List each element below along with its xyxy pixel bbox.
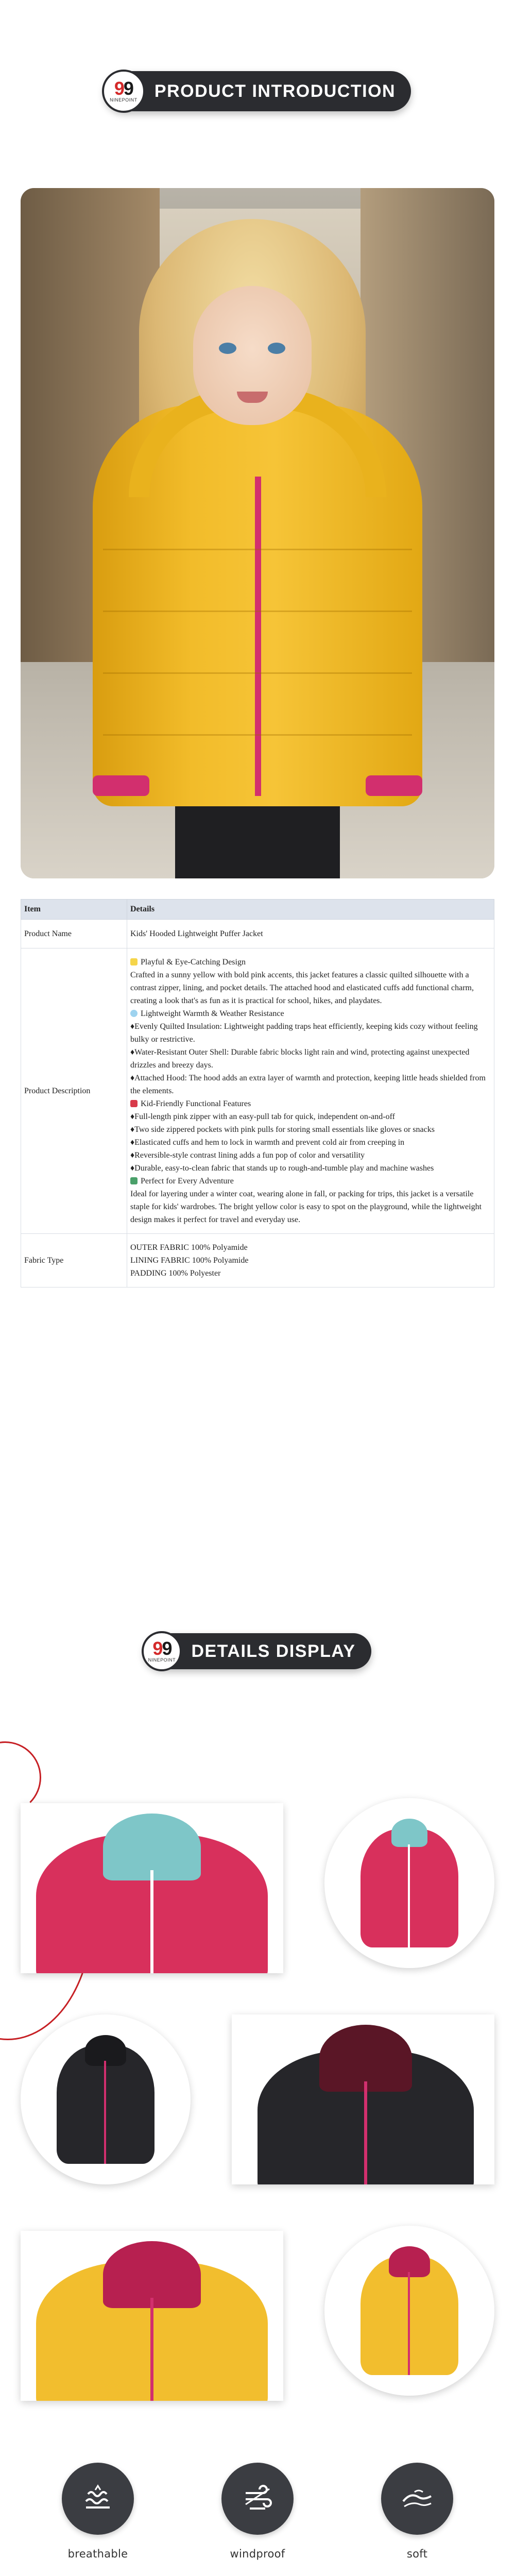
description-text: ♦Full-length pink zipper with an easy-pull tab for quick, independent on-and-off xyxy=(130,1112,395,1121)
hero-product-photo xyxy=(21,188,494,878)
description-text: ♦Evenly Quilted Insulation: Lightweight padding traps heat efficiently, keeping kids cozy without feeling bulky or restrictive. xyxy=(130,1022,478,1044)
table-row xyxy=(21,1234,494,1287)
table-row xyxy=(21,920,494,948)
description-text: ♦Water-Resistant Outer Shell: Durable fabric blocks light rain and wind, protecting against unexpected drizzles and breezy days. xyxy=(130,1048,470,1070)
column-header-details: Details xyxy=(127,900,494,920)
feature-windproof xyxy=(206,2463,309,2561)
pink-jacket-image xyxy=(36,1814,268,1973)
jacket-zipper xyxy=(150,2298,153,2401)
jacket-zipper xyxy=(255,477,261,796)
detail-card-black-full xyxy=(21,2014,191,2184)
model-face xyxy=(193,286,312,425)
section-header-details-display xyxy=(0,1633,515,1669)
model-eye-right xyxy=(268,343,285,354)
table-header-row xyxy=(21,900,494,920)
description-text: Playful & Eye-Catching Design xyxy=(141,958,246,967)
product-description-value xyxy=(127,948,494,1234)
feature-label: windproof xyxy=(230,2548,285,2560)
jacket-lining xyxy=(391,1819,427,1847)
logo-number: 99 xyxy=(114,78,133,99)
description-text: ♦Reversible-style contrast lining adds a fun pop of color and versatility xyxy=(130,1151,365,1160)
logo-text: NINEPOINT xyxy=(148,1657,176,1663)
feature-soft xyxy=(366,2463,469,2561)
fabric-type-value xyxy=(127,1234,494,1287)
sparkle-icon xyxy=(130,958,138,965)
description-text: ♦Attached Hood: The hood adds an extra layer of warmth and protection, keeping little heads shielded from the elements. xyxy=(130,1074,486,1095)
description-text: Perfect for Every Adventure xyxy=(141,1177,234,1185)
row-label-product-name: Product Name xyxy=(21,920,127,948)
soft-icon xyxy=(381,2463,453,2535)
detail-card-yellow-closeup xyxy=(21,2231,283,2401)
section-title: DETAILS DISPLAY xyxy=(191,1641,356,1661)
logo-text: NINEPOINT xyxy=(110,97,138,103)
model-legs xyxy=(175,806,340,878)
breathable-icon xyxy=(62,2463,134,2535)
description-heading xyxy=(130,1097,491,1110)
feature-breathable xyxy=(46,2463,149,2561)
description-text: Lightweight Warmth & Weather Resistance xyxy=(141,1009,284,1018)
jacket-cuff-left xyxy=(93,775,149,796)
section-header-product-introduction xyxy=(0,71,515,111)
description-heading xyxy=(130,1175,491,1188)
table-row xyxy=(21,948,494,1234)
backpack-icon xyxy=(130,1100,138,1107)
description-text: ♦Elasticated cuffs and hem to lock in warmth and prevent cold air from creeping in xyxy=(130,1138,405,1147)
logo-number: 99 xyxy=(152,1638,171,1659)
brand-logo xyxy=(142,1631,182,1671)
yellow-jacket-image xyxy=(360,2246,458,2375)
detail-card-yellow-full xyxy=(324,2226,494,2396)
landscape-icon xyxy=(130,1177,138,1184)
product-name-value: Kids' Hooded Lightweight Puffer Jacket xyxy=(127,920,494,948)
brand-logo xyxy=(102,70,145,113)
fabric-line: OUTER FABRIC 100% Polyamide xyxy=(130,1243,248,1252)
jacket-zipper xyxy=(408,1844,410,1947)
soft-icon-graphic xyxy=(399,2481,435,2517)
yellow-jacket-image xyxy=(36,2241,268,2401)
description-text: Kid-Friendly Functional Features xyxy=(141,1099,251,1108)
description-text: ♦Durable, easy-to-clean fabric that stands up to rough-and-tumble play and machine washes xyxy=(130,1164,434,1173)
jacket-zipper xyxy=(408,2272,410,2375)
quilt-line xyxy=(103,611,412,612)
black-jacket-image xyxy=(258,2025,474,2184)
row-label-fabric-type: Fabric Type xyxy=(21,1234,127,1287)
header-pill xyxy=(104,71,411,111)
description-heading xyxy=(130,1007,491,1020)
jacket-zipper xyxy=(364,2081,367,2184)
snowflake-icon xyxy=(130,1010,138,1017)
fabric-line: LINING FABRIC 100% Polyamide xyxy=(130,1256,249,1265)
row-label-product-description: Product Description xyxy=(21,948,127,1234)
detail-card-black-closeup xyxy=(232,2014,494,2184)
model-eye-left xyxy=(219,343,236,354)
windproof-icon-graphic xyxy=(239,2481,276,2517)
jacket-zipper xyxy=(104,2061,106,2164)
jacket-cuff-right xyxy=(366,775,422,796)
breathable-icon-graphic xyxy=(80,2481,116,2517)
fabric-line: PADDING 100% Polyester xyxy=(130,1269,221,1278)
jacket-zipper xyxy=(150,1870,153,1973)
feature-label: soft xyxy=(406,2548,428,2560)
quilt-line xyxy=(103,549,412,550)
header-pill xyxy=(144,1633,371,1669)
description-text: Ideal for layering under a winter coat, wearing alone in fall, or packing for trips, this jacket is a versatile staple for kids' wardrobes. The bright yellow color is easy to spot on the playground, while the lightweight design makes it perfect for travel and everyday use. xyxy=(130,1190,482,1224)
description-text: Crafted in a sunny yellow with bold pink accents, this jacket features a classic quilted silhouette with a contrast zipper, lining, and pocket details. The attached hood and elasticated cuffs add functional charm, creating a look that's as fun as it is practical for school, hikes, and playdates. xyxy=(130,971,474,1005)
section-title: PRODUCT INTRODUCTION xyxy=(154,81,396,101)
description-text: ♦Two side zippered pockets with pink pulls for storing small essentials like gloves or snacks xyxy=(130,1125,435,1134)
feature-label: breathable xyxy=(67,2548,128,2560)
windproof-icon xyxy=(221,2463,294,2535)
detail-card-pink-closeup xyxy=(21,1803,283,1973)
pink-jacket-image xyxy=(360,1819,458,1947)
detail-card-pink-full xyxy=(324,1798,494,1968)
column-header-item: Item xyxy=(21,900,127,920)
quilt-line xyxy=(103,672,412,674)
black-jacket-image xyxy=(57,2035,154,2164)
description-heading xyxy=(130,956,491,969)
quilt-line xyxy=(103,734,412,736)
product-spec-table xyxy=(21,899,494,1287)
